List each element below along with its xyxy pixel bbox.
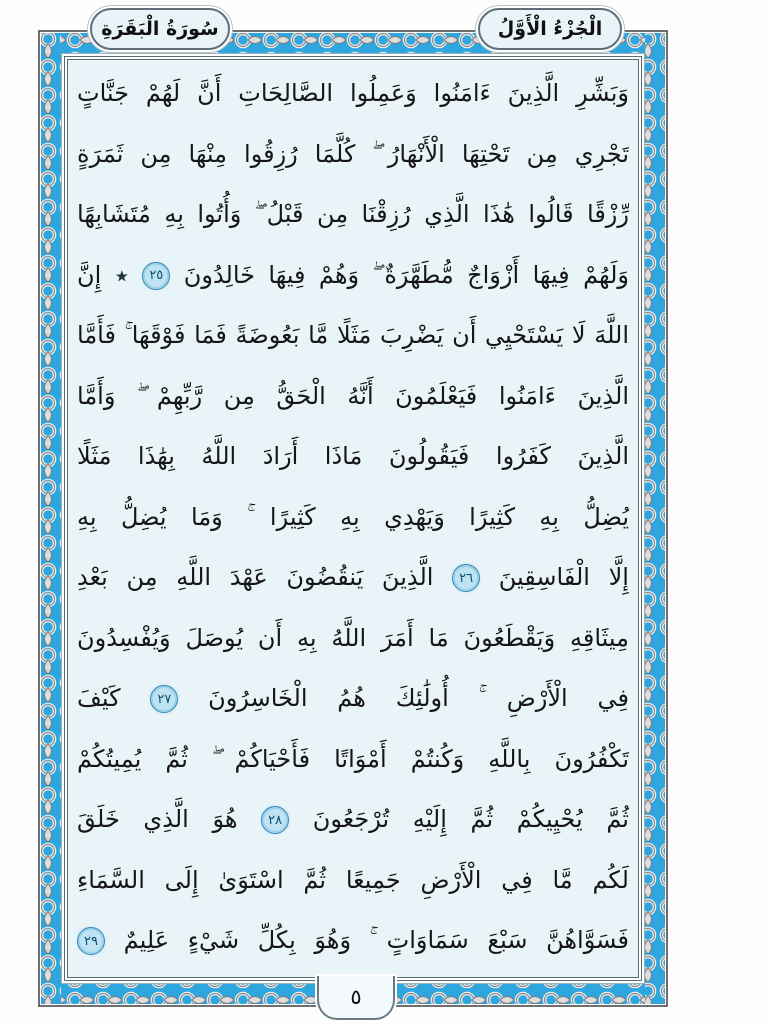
quran-line <box>77 910 629 971</box>
quran-text: رِّزْقًا قَالُوا هَٰذَا الَّذِي رُزِقْنَا مِن قَبْلُ ۖ وَأُتُوا بِهِ مُتَشَابِهًا <box>77 200 629 228</box>
quran-text: تَجْرِي مِن تَحْتِهَا الْأَنْهَارُ ۖ كُلَّمَا رُزِقُوا مِنْهَا مِن ثَمَرَةٍ <box>77 139 629 168</box>
ayah-end-marker: ٢٦ <box>452 564 480 592</box>
quran-text: وَلَهُمْ فِيهَا أَزْوَاجٌ مُّطَهَّرَةٌ ۖ وَهُمْ فِيهَا خَالِدُونَ <box>183 260 629 289</box>
quran-text: الَّذِينَ كَفَرُوا فَيَقُولُونَ مَاذَا أَرَادَ اللَّهُ بِهَٰذَا مَثَلًا <box>77 442 629 470</box>
page-number-tab <box>317 976 395 1020</box>
quran-text: هُوَ الَّذِي خَلَقَ <box>77 805 238 833</box>
page-number: ٥ <box>350 985 362 1009</box>
quran-line <box>77 789 629 850</box>
surah-name-tab <box>90 8 230 50</box>
quran-text: الَّذِينَ يَنقُضُونَ عَهْدَ اللَّهِ مِن بَعْدِ <box>77 563 434 591</box>
juz-name-tab <box>478 8 622 50</box>
rub-el-hizb-icon: ٭ <box>114 260 129 291</box>
page-frame <box>38 30 668 1007</box>
quran-line <box>77 487 629 548</box>
quran-line <box>77 184 629 245</box>
quran-text: تَكْفُرُونَ بِاللَّهِ وَكُنتُمْ أَمْوَاتًا فَأَحْيَاكُمْ ۖ ثُمَّ يُمِيتُكُمْ <box>77 744 629 773</box>
quran-text: فِي الْأَرْضِ ۚ أُولَٰئِكَ هُمُ الْخَاسِرُونَ <box>208 684 629 712</box>
quran-text: يُضِلُّ بِهِ كَثِيرًا وَيَهْدِي بِهِ كَثِيرًا ۚ وَمَا يُضِلُّ بِهِ <box>77 502 629 531</box>
quran-line <box>77 668 629 729</box>
quran-line <box>77 729 629 790</box>
quran-text: فَسَوَّاهُنَّ سَبْعَ سَمَاوَاتٍ ۚ وَهُوَ بِكُلِّ شَيْءٍ عَلِيمٌ <box>123 926 629 954</box>
quran-line <box>77 608 629 669</box>
text-paper <box>67 59 639 978</box>
ayah-end-marker: ٢٥ <box>142 262 170 290</box>
quran-text: إِلَّا الْفَاسِقِينَ <box>498 563 629 591</box>
quran-line <box>77 426 629 487</box>
quran-text: ثُمَّ يُحْيِيكُمْ ثُمَّ إِلَيْهِ تُرْجَعُونَ <box>312 805 629 833</box>
quran-text: وَبَشِّرِ الَّذِينَ ءَامَنُوا وَعَمِلُوا الصَّالِحَاتِ أَنَّ لَهُمْ جَنَّاتٍ <box>77 79 629 107</box>
ayah-end-marker: ٢٧ <box>150 685 178 713</box>
quran-text: الَّذِينَ ءَامَنُوا فَيَعْلَمُونَ أَنَّهُ الْحَقُّ مِن رَّبِّهِمْ ۖ وَأَمَّا <box>77 381 629 410</box>
juz-name-label: الْجُزْءُ الْأَوَّلُ <box>497 18 603 40</box>
quran-line <box>77 305 629 366</box>
quran-line <box>77 547 629 608</box>
quran-line <box>77 124 629 185</box>
quran-text: لَكُم مَّا فِي الْأَرْضِ جَمِيعًا ثُمَّ اسْتَوَىٰ إِلَى السَّمَاءِ <box>77 865 629 894</box>
surah-name-label: سُورَةُ الْبَقَرَةِ <box>101 18 219 40</box>
quran-line <box>77 366 629 427</box>
quran-text-area <box>77 63 629 974</box>
ayah-end-marker: ٢٩ <box>77 927 105 955</box>
quran-text: كَيْفَ <box>77 684 121 712</box>
quran-text: إِنَّ <box>77 260 102 289</box>
quran-text: مِيثَاقِهِ وَيَقْطَعُونَ مَا أَمَرَ اللَّهُ بِهِ أَن يُوصَلَ وَيُفْسِدُونَ <box>77 623 629 652</box>
quran-text: اللَّهَ لَا يَسْتَحْيِي أَن يَضْرِبَ مَثَلًا مَّا بَعُوضَةً فَمَا فَوْقَهَا ۚ فَأَمَّا <box>77 321 629 349</box>
quran-line <box>77 245 629 306</box>
ayah-end-marker: ٢٨ <box>261 806 289 834</box>
quran-line <box>77 63 629 124</box>
quran-line <box>77 850 629 911</box>
